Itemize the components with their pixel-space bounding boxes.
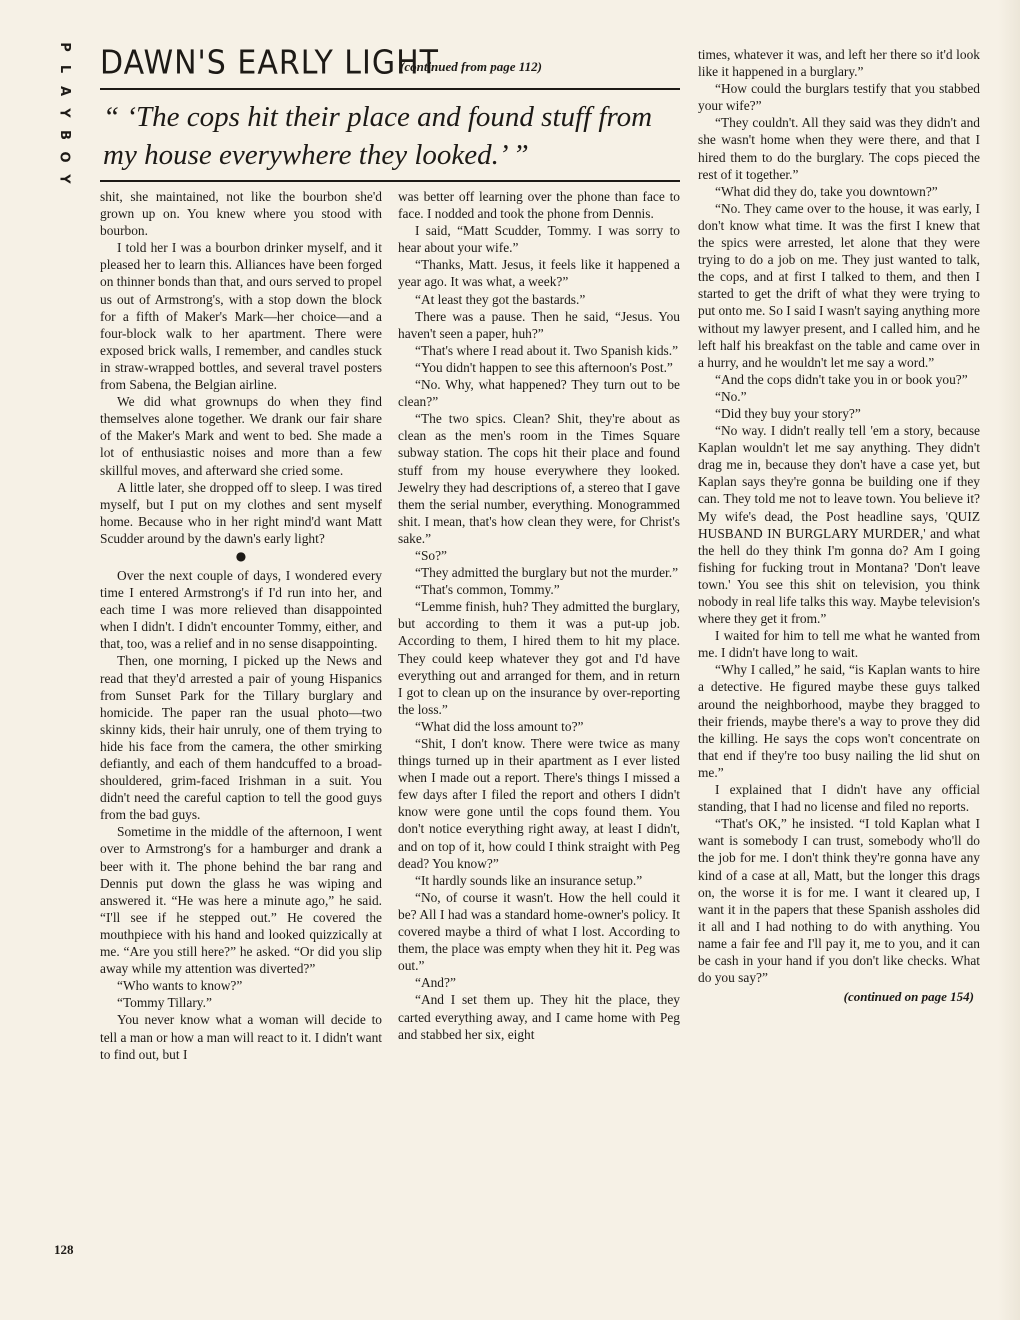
paragraph: I explained that I didn't have any official standing, that I had no license and filed no reports. [698, 782, 980, 815]
paragraph: “Tommy Tillary.” [117, 995, 212, 1011]
paragraph: “Who wants to know?” [117, 978, 243, 994]
sidebar-letter: Y [56, 108, 72, 118]
sidebar-letter: Y [56, 174, 72, 184]
paragraph: “Shit, I don't know. There were twice as many things turned up in their apartment as I ever listed when I made out a report. There's things I missed a few days after I filed the report and others I didn't know were gone until the cops found them. You don't notice everything right away, at least I didn't, and on top of it, how could I think straight with Peg dead? You know?” [398, 736, 680, 871]
text-column-2 [398, 188, 680, 1043]
paragraph: “Lemme finish, huh? They admitted the burglary, but according to them it was a put-up job. According to them, I hired them to hit my place. They could keep whatever they got and I'd have everything out and arranged for them, and in return I got to clean up on the insurance by over-reporting the loss.” [398, 599, 680, 717]
paragraph: was better off learning over the phone than face to face. I nodded and took the phone from Dennis. [398, 189, 680, 222]
paragraph: “No.” [715, 388, 747, 404]
sidebar-letter: B [56, 130, 72, 140]
page-number: 128 [54, 1242, 74, 1257]
paragraph: shit, she maintained, not like the bourbon she'd grown up on. You knew where you stood with bourbon. [100, 189, 382, 239]
paragraph: Sometime in the middle of the afternoon, I went over to Armstrong's for a hamburger and drank a beer with it. The phone behind the bar rang and Dennis put down the glass he was wiping and answered it. “He was here a minute ago,” he said. “I'll see if he stepped out.” He covered the mouthpiece with his hand and looked quizzically at me. “Are you still here?” he asked. “Or did you slip away while my attention was diverted?” [100, 824, 382, 977]
sidebar-letter: L [56, 64, 72, 74]
paragraph: “And I set them up. They hit the place, they carted everything away, and I came home with Peg and stabbed her six, eight [398, 992, 680, 1042]
paragraph: “That's common, Tommy.” [415, 582, 560, 598]
paragraph: Then, one morning, I picked up the News and read that they'd arrested a pair of young Hispanics from Sunset Park for the Tillary burglary and homicide. The paper ran the usual photo—two skinny kids, their hair unruly, one of them trying to hide his face from the camera, the other smirking defiantly, and each of them handcuffed to a broad-shouldered, grim-faced Irishman in a suit. You didn't need the careful caption to tell the good guys from the bad guys. [100, 653, 382, 823]
paragraph: times, whatever it was, and left her there so it'd look like it happened in a burglary.” [698, 47, 980, 80]
text-column-3 [698, 46, 980, 1005]
paragraph: “The two spics. Clean? Shit, they're about as clean as the men's room in the Times Square subway station. The cops hit their place and found stuff from my house everywhere they looked. Jewelry they had descriptions of, a stereo that I gave them the serial number, everything. Monogrammed shit. I mean, that's how clean they were, for Christ's sake.” [398, 411, 680, 546]
paragraph: “That's OK,” he insisted. “I told Kaplan what I want is somebody I can trust, somebody who'll do the job for me. I don't think they're gonna have any kind of a case at all, Matt, but the longer this drags on, the worse it is for me. I want it cleared up, I want it in the papers that these Spanish assholes did it all and I had nothing to do with anything. You name a fair fee and I'll pay it, me to you, and it can be cash in your hand if you don't like checks. What do you say?” [698, 816, 980, 986]
sidebar-letter: O [57, 151, 72, 163]
continued-on-note: (continued on page 154) [843, 989, 974, 1005]
paragraph: “What did the loss amount to?” [415, 718, 584, 734]
paragraph: “They admitted the burglary but not the murder.” [415, 565, 679, 581]
sidebar-letter: A [57, 85, 72, 97]
paragraph: “You didn't happen to see this afternoon's Post.” [415, 359, 673, 375]
paragraph: “How could the burglars testify that you stabbed your wife?” [698, 81, 980, 114]
paragraph: We did what grownups do when they find themselves alone together. We drank our fair share of the Maker's Mark and went to bed. She made a lot of enthusiastic noises and more than a few skillful moves, and afterward she cried some. [100, 394, 382, 478]
paragraph: “No. They came over to the house, it was early, I don't know what time. It was the first I knew that the spics were arrested, let alone that they were trying to do a job on me. They just wanted to talk, the cops, and at first I talked to them, and then I started to get the drift of what they were trying to put onto me. So I said I wasn't saying anything more without my lawyer present, and I called him, and he left half his breakfast on the table and came over in a hurry, and he wouldn't let me say a word.” [698, 200, 980, 370]
continued-from-note: (continued from page 112) [400, 59, 542, 74]
paragraph: “No way. I didn't really tell 'em a story, because Kaplan wouldn't let me say anything. They didn't drag me in, because they don't have a case yet, but Kaplan says they're gonna be building one if they can. They told me not to leave town. You believe it? My wife's dead, the Post headline says, 'QUIZ HUSBAND IN BURGLARY MURDER,' and what the hell do they think I'm gonna do? Am I going fishing for fucking trout in Montana? 'Don't leave town.' You see this shit on television, you think nobody in real life talks this way. Maybe television's where they get it from.” [698, 423, 980, 627]
paragraph: “Why I called,” he said, “is Kaplan wants to hire a detective. He figured maybe these guys talked around the neighborhood, maybe they bragged to their friends, maybe there's a way to prove they did the killing. He says the cops won't concentrate on that end if they're too busy nailing the lid shut on me.” [698, 662, 980, 780]
paragraph: I waited for him to tell me what he wanted from me. I didn't have long to wait. [698, 628, 980, 661]
paragraph: “Thanks, Matt. Jesus, it feels like it happened a year ago. It was what, a week?” [398, 257, 680, 290]
paragraph: I said, “Matt Scudder, Tommy. I was sorry to hear about your wife.” [398, 223, 680, 256]
paragraph: There was a pause. Then he said, “Jesus. You haven't seen a paper, huh?” [398, 308, 680, 341]
paragraph: “Did they buy your story?” [715, 405, 861, 421]
page-edge [998, 0, 1020, 1320]
magazine-sidebar-label [52, 36, 76, 190]
paragraph: “No, of course it wasn't. How the hell could it be? All I had was a standard home-owner's policy. It covered maybe a third of what I lost. According to them, the place was empty when they hit it. Peg was out.” [398, 889, 680, 974]
paragraph: “And the cops didn't take you in or book you?” [715, 371, 968, 387]
paragraph: “So?” [415, 547, 447, 563]
paragraph: “What did they do, take you downtown?” [715, 183, 938, 199]
article-title: DAWN'S EARLY LIGHT [100, 44, 439, 83]
paragraph: “It hardly sounds like an insurance setup.” [415, 872, 643, 888]
paragraph: I told her I was a bourbon drinker myself, and it pleased her to learn this. Alliances have been forged on thinner bonds than that, and ours served to propel us out of Armstrong's, with a stop down the block for a fifth of Maker's Mark—her choice—and a four-block walk to her apartment. There were exposed brick walls, I remember, and candles stuck in straw-wrapped bottles, and several travel posters from Sabena, the Belgian airline. [100, 240, 382, 393]
paragraph: “At least they got the bastards.” [415, 291, 586, 307]
pullquote-top-rule [100, 88, 680, 90]
paragraph: “No. Why, what happened? They turn out to be clean?” [398, 377, 680, 410]
paragraph: “That's where I read about it. Two Spanish kids.” [415, 342, 679, 358]
paragraph: “They couldn't. All they said was they didn't and she wasn't home when they were there, and that I hired them to do the burglary. The cops pieced the rest of it together.” [698, 115, 980, 182]
paragraph: A little later, she dropped off to sleep. I was tired myself, but I put on my clothes and sent myself home. Because who in her right mind'd want Matt Scudder around by the dawn's early light? [100, 479, 382, 546]
paragraph: “And?” [415, 975, 456, 991]
paragraph: You never know what a woman will decide to tell a man or how a man will react to it. I didn't want to find out, but I [100, 1012, 382, 1062]
pullquote-bottom-rule [100, 180, 680, 182]
text-column-1 [100, 188, 382, 1063]
sidebar-letter: P [57, 42, 72, 52]
pullquote: “ ‘The cops hit their place and found stuff from my house everywhere they looked.’ ” [103, 101, 653, 171]
article-header [100, 44, 680, 84]
paragraph: Over the next couple of days, I wondered every time I entered Armstrong's if I'd run into her, and each time I was more relieved than disappointed when I didn't. I didn't encounter Tommy, either, and that, too, was a relief and in no sense disappointing. [100, 567, 382, 652]
section-break-bullet: ● [235, 548, 247, 563]
